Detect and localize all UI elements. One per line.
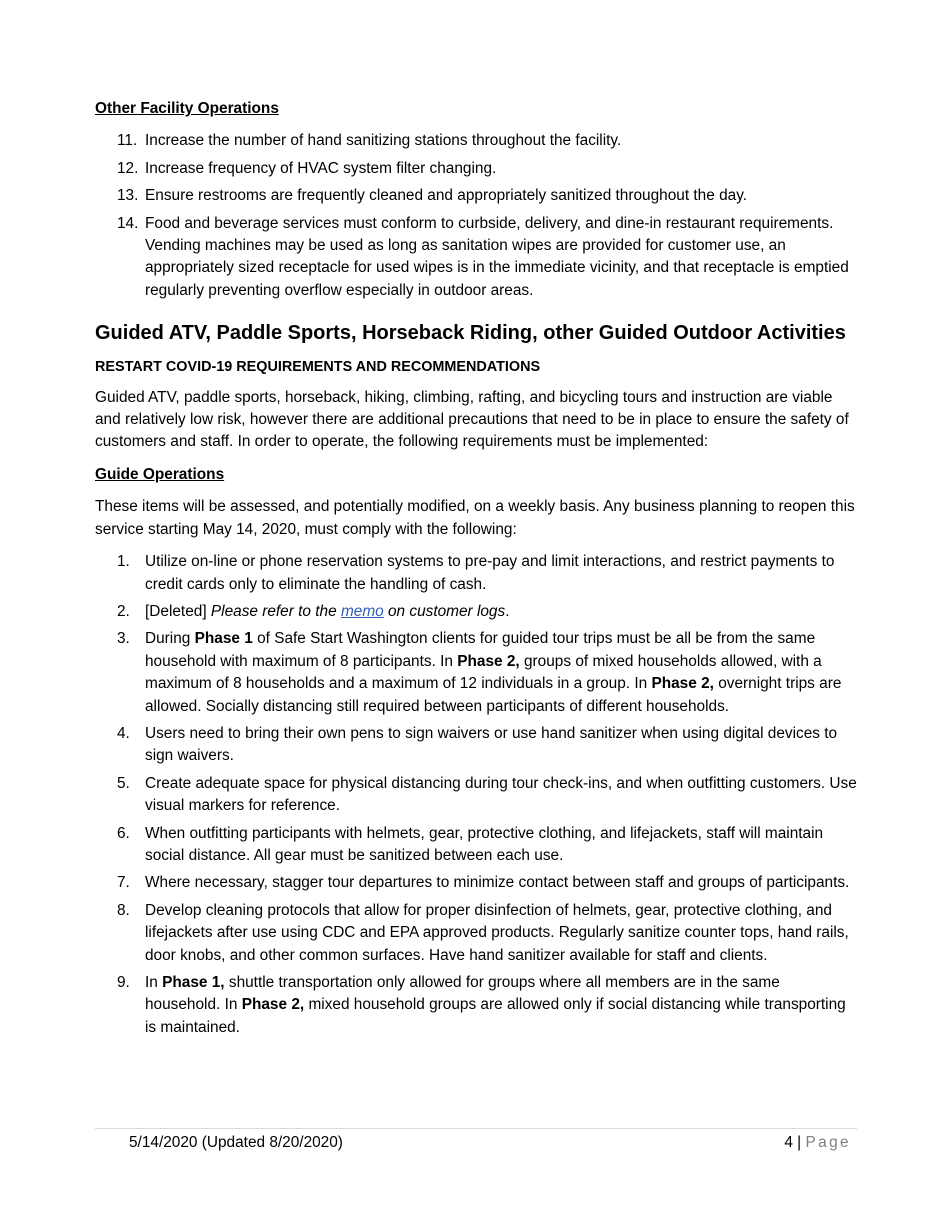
list-item-text: Develop cleaning protocols that allow for proper disinfection of helmets, gear, protective clothing, and lifejackets after use using CDC and EPA approved products. Regularly sanitize counter tops, hand rails, door knobs, and other common surfaces. Have hand sanitizer available for staff and clients. — [145, 901, 849, 964]
list-item-number: 3. — [117, 630, 130, 648]
list-item-number: 11. — [117, 132, 138, 150]
list-item-text: Create adequate space for physical distancing during tour check-ins, and when outfitting customers. Use visual markers for reference. — [145, 774, 857, 815]
phase-label: Phase 1 — [194, 630, 253, 648]
list-item-text: Increase the number of hand sanitizing stations throughout the facility. — [145, 132, 622, 150]
list-item-number: 6. — [117, 824, 130, 842]
list-item — [95, 900, 857, 967]
list-item — [95, 628, 857, 718]
phase-label: Phase 2, — [457, 652, 520, 670]
phase-label: Phase 2, — [241, 996, 305, 1014]
phase-label: Phase 1, — [162, 974, 225, 991]
list-item-text: Increase frequency of HVAC system filter changing. — [145, 159, 497, 177]
page-separator: | — [792, 1134, 806, 1151]
list-item — [95, 213, 857, 303]
guided-intro-paragraph: Guided ATV, paddle sports, horseback, hiking, climbing, rafting, and bicycling tours and instruction are viable and relatively low risk, however there are additional precautions that need to be in place to ensure the safety of customers and staff. In order to operate, the following requirements must be implemented: — [95, 388, 849, 451]
guide-operations-intro: These items will be assessed, and potentially modified, on a weekly basis. Any business planning to reopen this service starting May 14, 2020, must comply with the following: — [95, 498, 855, 538]
list-item-text: of Safe Start Washington clients for guided tour trips must be all be from the same household with maximum of 8 participants. In — [145, 630, 816, 670]
list-item-text: Food and beverage services must conform to curbside, delivery, and dine-in restaurant requirements. Vending machines may be used as long as sanitation wipes are provided for customer use, an appropriately sized receptacle for used wipes is in the immediate vicinity, and that receptacle is emptied regularly preventing overflow especially in outdoor areas. — [145, 214, 849, 299]
list-item-number: 5. — [117, 774, 130, 792]
list-item — [95, 823, 857, 868]
footer-date: 5/14/2020 (Updated 8/20/2020) — [129, 1134, 343, 1151]
customer-logs-text: on customer logs — [383, 602, 506, 620]
list-item-number: 9. — [117, 974, 130, 991]
deleted-label: [Deleted] — [145, 602, 211, 620]
list-item-text: In — [145, 974, 163, 991]
footer-page-number — [784, 1132, 851, 1154]
page-label: Page — [805, 1134, 851, 1151]
list-item-number: 14. — [117, 214, 139, 232]
page-footer — [95, 1128, 857, 1151]
list-item-text: Utilize on-line or phone reservation systems to pre-pay and limit interactions, and restrict payments to credit cards only to eliminate the handling of cash. — [145, 553, 835, 593]
list-item-period: . — [505, 602, 510, 620]
list-item-text: When outfitting participants with helmets, gear, protective clothing, and lifejackets, staff will maintain social distance. All gear must be sanitized between each use. — [145, 824, 824, 864]
list-item-text: Where necessary, stagger tour departures to minimize contact between staff and groups of participants. — [145, 874, 850, 892]
phase-label: Phase 2, — [651, 675, 714, 693]
list-item-text: shuttle transportation only allowed for groups where all members are in the same household. In — [145, 974, 780, 1014]
list-item-number: 8. — [117, 901, 130, 919]
list-item-text: groups of mixed households allowed, with a maximum of 8 households and a maximum of 12 individuals in a group. In — [145, 652, 822, 693]
list-item-text: Ensure restrooms are frequently cleaned and appropriately sanitized throughout the day. — [145, 187, 748, 205]
list-item — [95, 158, 857, 180]
page-number: 4 — [784, 1134, 793, 1151]
list-item — [95, 130, 857, 152]
list-item — [95, 601, 857, 623]
list-item — [95, 185, 857, 207]
other-facility-heading: Other Facility Operations — [95, 100, 279, 117]
list-item-number: 13. — [117, 187, 139, 205]
list-item-number: 12. — [117, 159, 139, 177]
memo-link[interactable]: memo — [340, 602, 384, 620]
list-item-number: 1. — [117, 553, 130, 571]
guide-operations-heading: Guide Operations — [95, 465, 225, 483]
other-facility-list — [95, 130, 857, 302]
list-item-text: mixed household groups are allowed only if social distancing while transporting is maintained. — [145, 996, 846, 1036]
guide-operations-list — [95, 551, 857, 1039]
list-item — [95, 723, 857, 768]
list-item-number: 2. — [117, 602, 130, 620]
restart-requirements-heading: RESTART COVID-19 REQUIREMENTS AND RECOMMENDATIONS — [95, 359, 541, 376]
memo-reference-text: Please refer to the — [210, 602, 341, 620]
list-item-text: During — [145, 630, 195, 648]
list-item — [95, 773, 857, 818]
list-item — [95, 872, 857, 894]
list-item — [95, 551, 857, 596]
guided-activities-title: Guided ATV, Paddle Sports, Horseback Riding, other Guided Outdoor Activities — [95, 322, 846, 345]
list-item-number: 4. — [117, 724, 130, 742]
list-item-text: Users need to bring their own pens to sign waivers or use hand sanitizer when using digital devices to sign waivers. — [145, 724, 838, 765]
list-item-text: overnight trips are allowed. Socially distancing still required between participants of different households. — [145, 675, 842, 715]
document-page — [95, 98, 857, 1044]
list-item-number: 7. — [117, 874, 130, 892]
list-item — [95, 972, 857, 1039]
